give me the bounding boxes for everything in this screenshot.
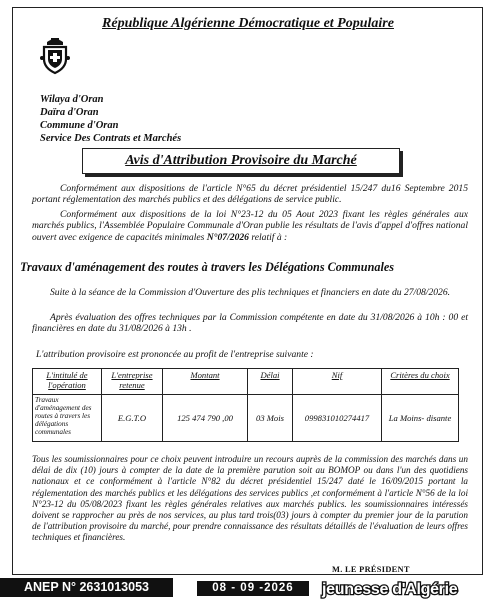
- anep-reference: ANEP N° 2631013053: [0, 578, 173, 597]
- paragraph-loi: [32, 209, 468, 243]
- cell-critere: La Moins- disante: [382, 395, 459, 442]
- cell-delai: 03 Mois: [248, 395, 293, 442]
- admin-commune: Commune d'Oran: [40, 120, 119, 131]
- cell-nif: 099831010274417: [293, 395, 382, 442]
- col-delai-header: Délai: [248, 369, 293, 395]
- col-entreprise-header: L'entreprise retenue: [102, 369, 163, 395]
- table-header-row: [33, 369, 459, 395]
- svg-text:jeunesse d'Algérie: jeunesse d'Algérie: [322, 581, 458, 598]
- paragraph-attribution: L'attribution provisoire est prononcée au profit de l'entreprise suivante :: [36, 349, 314, 360]
- newspaper-logo: [320, 577, 490, 599]
- administration-block: [40, 93, 181, 145]
- results-table: [32, 368, 459, 442]
- col-nif-header: Nif: [293, 369, 382, 395]
- admin-service: Service Des Contrats et Marchés: [40, 133, 182, 144]
- cell-entreprise: E.G.T.O: [102, 395, 163, 442]
- publication-date: 08 - 09 -2026: [197, 581, 309, 596]
- paragraph-evaluation: Après évaluation des offres techniques par la Commission compétente en date du 31/08/2026 à 10h : 00 et financières en date du 31/08/2026 à 13h .: [32, 312, 468, 335]
- appel-offres-number: N°07/2026: [206, 231, 249, 243]
- avis-title: Avis d'Attribution Provisoire du Marché: [125, 153, 357, 168]
- paragraph-loi-suffix: relatif à :: [248, 231, 288, 243]
- paragraph-recours: Tous les soumissionnaires pour ce choix peuvent introduire un recours auprès de la commission des marchés dans un délai de dix (10) jours à compter de la date de la première parution soit au BOMOP ou dans l'un des quotidiens nationaux et ce conformément à l'article N°82 du décret présidentiel 15/247 daté le 16/09/2015 portant la réglementation des marchés publics et les délégations des services publics ,et conformément à l'article N°56 de la loi N°23-12 du 05/08/2023 fixant les règles générales relatives aux marchés publics. les soumissionnaires intéressés doivent se rapprocher au près de nos services, au plus tard trois(03) jours à compter du premier jour de la parution de l'attribution provisoire du marché, pour prendre connaissance des résultats détaillés de l'évaluation de leurs offres techniques et financières.: [32, 454, 468, 543]
- emblem-icon: [38, 32, 72, 76]
- cell-intitule: Travaux d'aménagement des routes à travers les délégations communales: [33, 395, 102, 442]
- signature-president: M. LE PRÉSIDENT: [332, 565, 410, 574]
- cell-montant: 125 474 790 ,00: [163, 395, 248, 442]
- table-row: [33, 395, 459, 442]
- col-intitule-header: L'intitulé de l'opération: [33, 369, 102, 395]
- col-montant-header: Montant: [163, 369, 248, 395]
- paragraph-loi-text: Conformément aux dispositions de la loi N°23-12 du 05 Aout 2023 fixant les règles générales aux marchés publics, l'Assemblée Populaire Communale d'Oran publie les résultats de l'avis d'appel d'offres national ouvert avec exigence de capacités minimales: [32, 209, 468, 243]
- admin-daira: Daïra d'Oran: [40, 107, 99, 118]
- col-critere-header: Critères du choix: [382, 369, 459, 395]
- admin-wilaya: Wilaya d'Oran: [40, 94, 104, 105]
- project-title: Travaux d'aménagement des routes à travers les Délégations Communales: [20, 260, 394, 274]
- paragraph-decret: Conformément aux dispositions de l'article N°65 du décret présidentiel 15/247 du16 Septembre 2015 portant réglementation des marchés publics et des délégations de service public.: [32, 183, 468, 206]
- avis-title-box: [82, 148, 400, 174]
- republic-title: République Algérienne Démocratique et Populaire: [102, 16, 394, 31]
- paragraph-ouverture: Suite à la séance de la Commission d'Ouverture des plis techniques et financiers en date du 27/08/2026.: [50, 287, 451, 298]
